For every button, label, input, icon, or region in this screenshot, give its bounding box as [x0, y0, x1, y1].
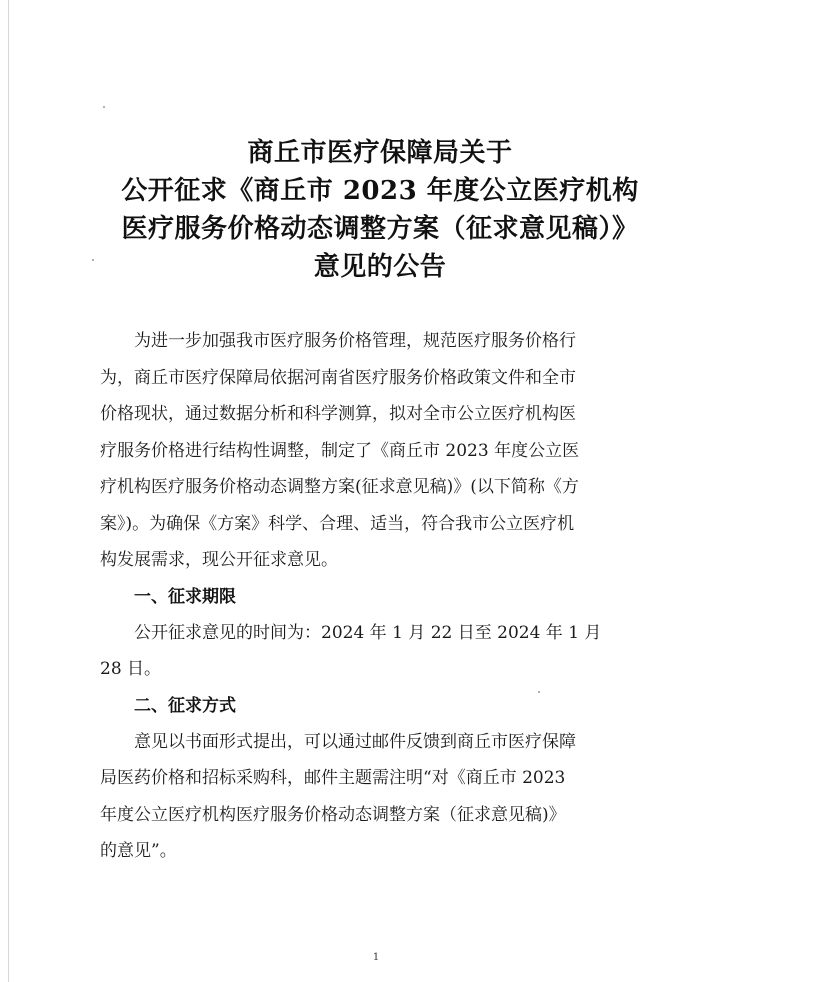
- announcement-title: [60, 134, 700, 286]
- intro-paragraph: [100, 323, 660, 579]
- method-line: 局医药价格和招标采购科，邮件主题需注明“对《商丘市 2023: [100, 768, 566, 788]
- method-line: 年度公立医疗机构医疗服务价格动态调整方案（征求意见稿)》: [100, 804, 566, 825]
- method-line: 意见以书面形式提出，可以通过邮件反馈到商丘市医疗保障: [134, 731, 576, 752]
- intro-line: 案》)。为确保《方案》科学、合理、适当，符合我市公立医疗机: [100, 513, 575, 534]
- scan-speck: [103, 106, 105, 108]
- announcement-body: [100, 323, 660, 870]
- page-number: 1: [372, 952, 380, 963]
- title-line-1: 商丘市医疗保障局关于: [247, 138, 513, 168]
- section-heading-period: 一、征求期限: [134, 586, 236, 607]
- method-line: 的意见”。: [100, 841, 177, 861]
- period-line: 公开征求意见的时间为：2024 年 1 月 22 日至 2024 年 1 月: [134, 622, 602, 643]
- section-period-paragraph: [100, 615, 660, 688]
- intro-line: 疗机构医疗服务价格动态调整方案(征求意见稿)》(以下简称《方: [100, 477, 579, 497]
- intro-line: 疗服务价格进行结构性调整，制定了《商丘市 2023 年度公立医: [100, 440, 580, 461]
- title-line-4: 意见的公告: [313, 252, 447, 282]
- period-line: 28 日。: [100, 659, 162, 679]
- section-method-paragraph: [100, 724, 660, 870]
- title-line-2: 公开征求《商丘市 2023 年度公立医疗机构: [121, 176, 639, 206]
- title-line-3: 医疗服务价格动态调整方案（征求意见稿）》: [121, 214, 639, 244]
- section-heading-method: 二、征求方式: [134, 695, 236, 716]
- page-left-edge: [8, 0, 9, 982]
- intro-line: 构发展需求，现公开征求意见。: [100, 550, 338, 570]
- intro-line: 价格现状，通过数据分析和科学测算，拟对全市公立医疗机构医: [100, 404, 576, 424]
- intro-line: 为，商丘市医疗保障局依据河南省医疗服务价格政策文件和全市: [100, 367, 576, 388]
- intro-line: 为进一步加强我市医疗服务价格管理，规范医疗服务价格行: [134, 331, 576, 351]
